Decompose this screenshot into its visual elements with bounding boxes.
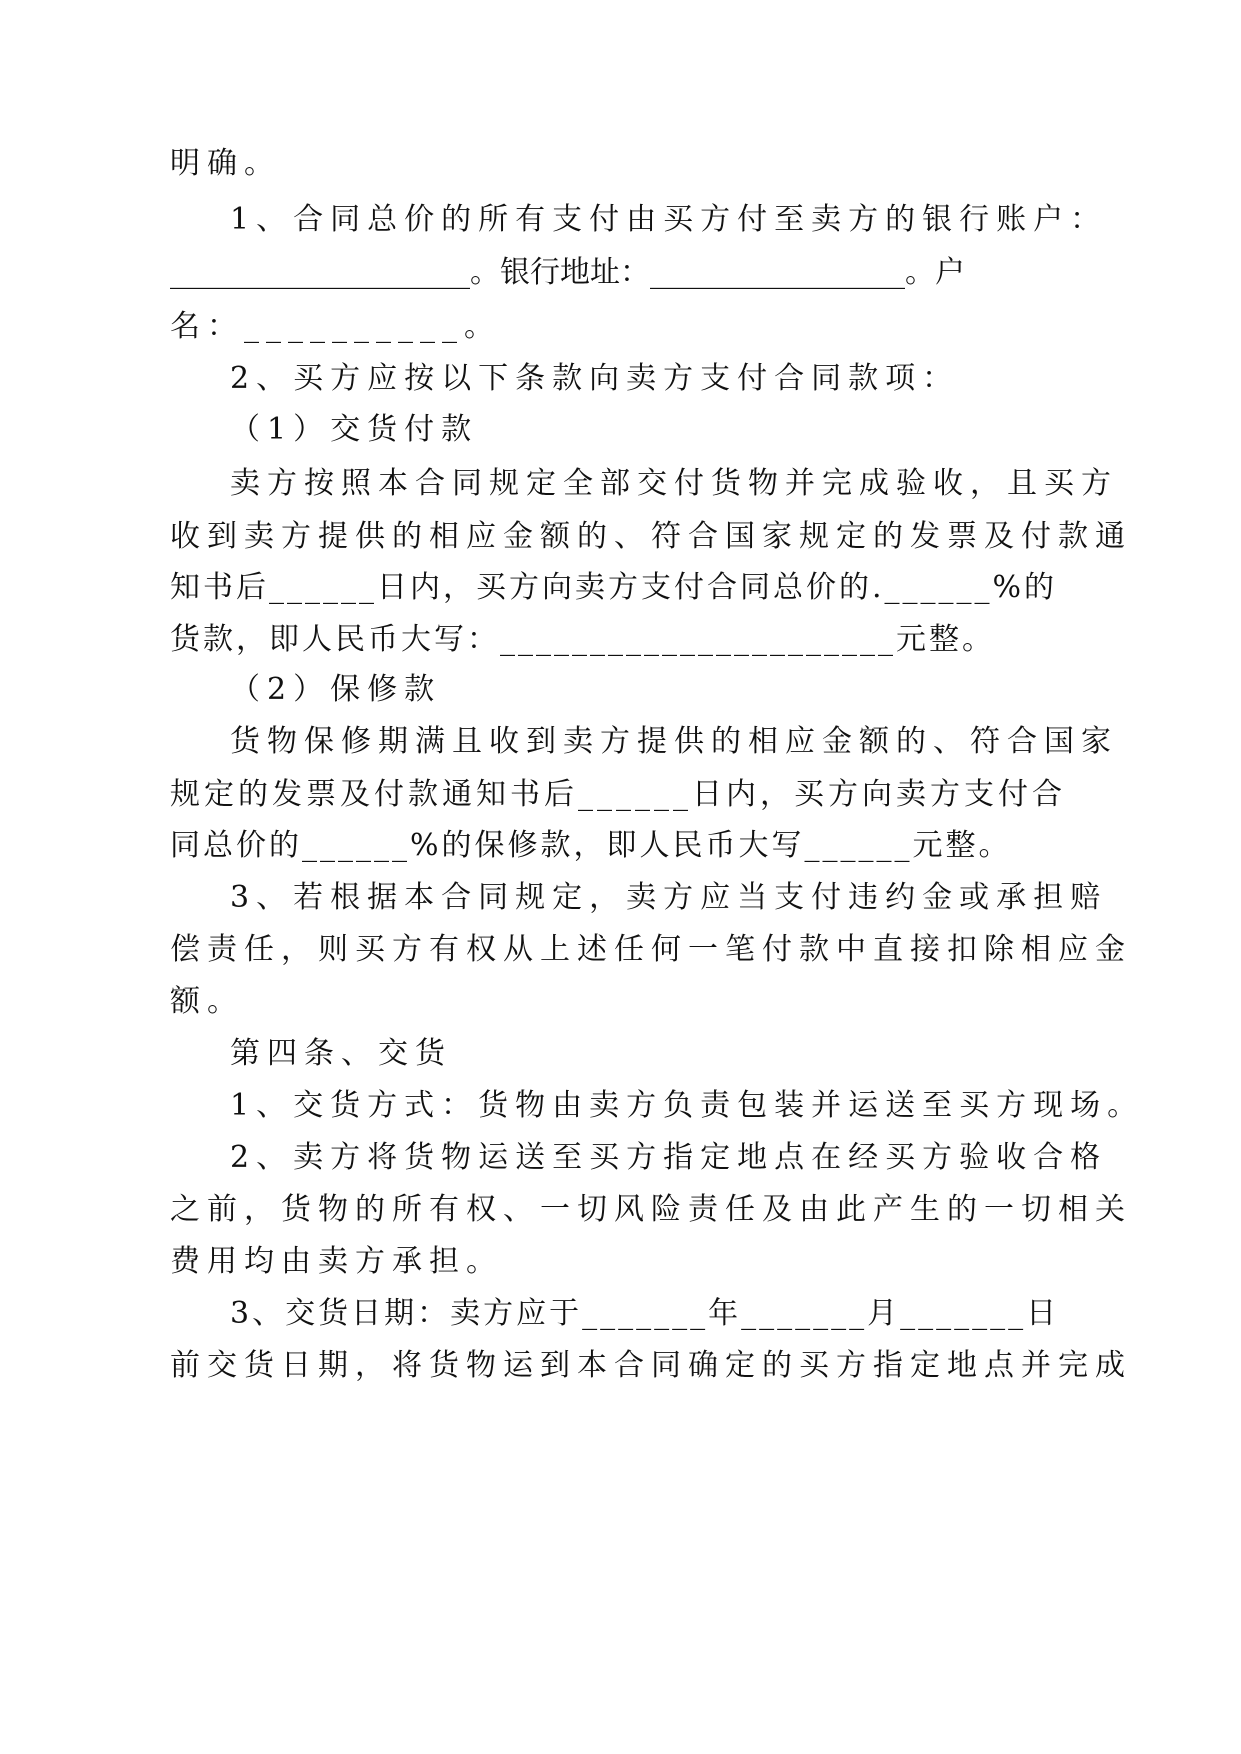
text-line: 货款，即人民币大写：______________________元整。 — [170, 622, 995, 657]
text-line: 名：__________。 — [170, 309, 501, 344]
text-line: 货物保修期满且收到卖方提供的相应金额的、符合国家 — [230, 724, 1118, 759]
text-line: 收到卖方提供的相应金额的、符合国家规定的发票及付款通 — [170, 519, 1132, 554]
text-line: 规定的发票及付款通知书后______日内，买方向卖方支付合 — [170, 777, 1066, 812]
text-line: 3、若根据本合同规定，卖方应当支付违约金或承担赔 — [230, 880, 1108, 915]
text-line: 之前，货物的所有权、一切风险责任及由此产生的一切相关 — [170, 1192, 1132, 1227]
text-line: 偿责任，则买方有权从上述任何一笔付款中直接扣除相应金 — [170, 932, 1132, 967]
section-heading: （2）保修款 — [230, 672, 442, 707]
text-line: 同总价的______%的保修款，即人民币大写______元整。 — [170, 828, 1012, 863]
text-line: 卖方按照本合同规定全部交付货物并完成验收，且买方 — [230, 466, 1118, 501]
article-heading: 第四条、交货 — [230, 1036, 452, 1071]
text-line: 1、合同总价的所有支付由买方付至卖方的银行账户： — [230, 202, 1108, 237]
text-line: 知书后______日内，买方向卖方支付合同总价的.______%的 — [170, 570, 1058, 605]
text-line: 额。 — [170, 984, 244, 1019]
text-line: 2、卖方将货物运送至买方指定地点在经买方验收合格 — [230, 1140, 1108, 1175]
text-line: 2、买方应按以下条款向卖方支付合同款项： — [230, 361, 960, 396]
text-line: 费用均由卖方承担。 — [170, 1244, 503, 1279]
section-heading: （1）交货付款 — [230, 412, 479, 447]
text-line: 1、交货方式：货物由卖方负责包装并运送至买方现场。 — [230, 1088, 1145, 1123]
text-line: 明确。 — [170, 146, 281, 181]
text-line: 3、交货日期：卖方应于_______年_______月_______日 — [230, 1296, 1060, 1331]
text-line: ____________________。银行地址：_________________。户 — [170, 255, 965, 290]
text-line: 前交货日期，将货物运到本合同确定的买方指定地点并完成 — [170, 1348, 1132, 1383]
